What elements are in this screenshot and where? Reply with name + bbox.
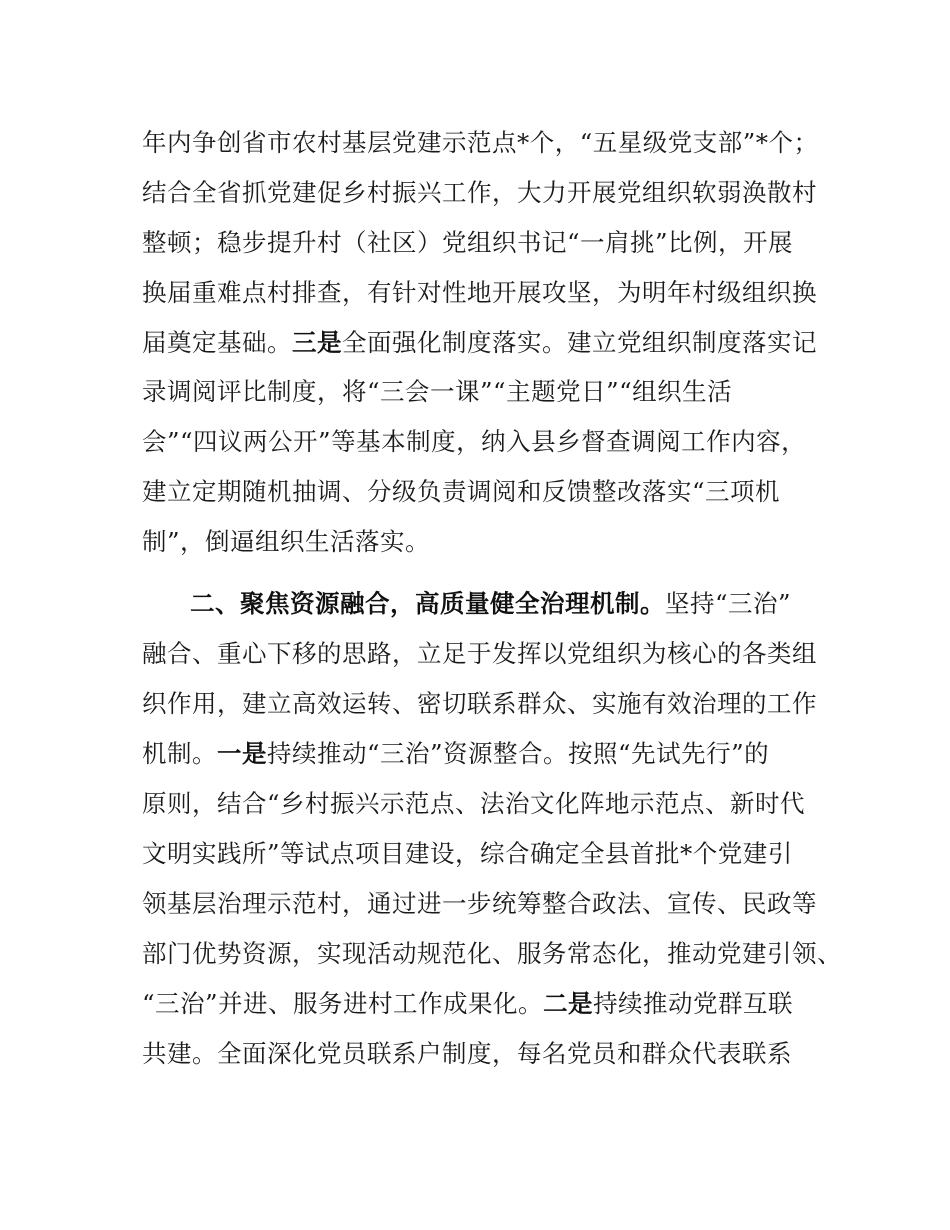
text-line (142, 527, 430, 557)
text-line (142, 228, 793, 258)
text-run: 年内争创省市农村基层党建示范点*个，“五星级党支部”*个； (142, 128, 819, 157)
text-run: 文明实践所”等试点项目建设，综合确定全县首批*个党建引 (142, 839, 793, 868)
bold-run: 二、聚焦资源融合，高质量健全治理机制。 (190, 589, 665, 618)
bold-run: 二是 (543, 989, 594, 1018)
text-line (142, 178, 817, 208)
text-line (142, 1039, 792, 1069)
text-line (142, 278, 817, 308)
text-line (142, 377, 732, 407)
text-line (142, 328, 817, 358)
text-run: 部门优势资源，实现活动规范化、服务常态化，推动党建引领、 (142, 939, 842, 968)
text-line (142, 839, 793, 869)
text-run: 换届重难点村排查，有针对性地开展攻坚，为明年村级组织换 (142, 278, 817, 307)
text-run: 全面强化制度落实。建立党组织制度落实记 (342, 328, 817, 357)
text-run: 录调阅评比制度，将“三会一课”“主题党日”“组织生活 (142, 377, 733, 406)
text-run: 织作用，建立高效运转、密切联系群众、实施有效治理的工作 (142, 689, 817, 718)
bold-run: 三是 (292, 328, 342, 357)
text-run: 领基层治理示范村，通过进一步统筹整合政法、宣传、民政等 (142, 889, 817, 918)
bold-run: 一是 (217, 739, 267, 768)
text-line (142, 889, 817, 919)
text-run: 持续推动“三治”资源整合。按照“先试先行”的 (267, 739, 770, 768)
text-run: 制”，倒逼组织生活落实。 (142, 527, 431, 556)
text-line (142, 689, 817, 719)
text-run: 建立定期随机抽调、分级负责调阅和反馈整改落实“三项机 (142, 477, 781, 506)
text-line (142, 739, 769, 769)
section-heading-line (190, 589, 791, 619)
text-run: 融合、重心下移的思路，立足于发挥以党组织为核心的各类组 (142, 639, 817, 668)
text-line (142, 128, 819, 158)
text-line (142, 939, 842, 969)
text-line (142, 427, 806, 457)
text-line (142, 639, 817, 669)
text-line (142, 477, 780, 507)
text-line (142, 989, 793, 1019)
text-run: 原则，结合“乡村振兴示范点、法治文化阵地示范点、新时代 (142, 789, 806, 818)
text-run: 持续推动党群互联 (593, 989, 794, 1018)
text-run: 机制。 (142, 739, 217, 768)
text-run: 坚持“三治” (665, 589, 792, 618)
text-run: 届奠定基础。 (142, 328, 292, 357)
text-run: “三治”并进、服务进村工作成果化。 (142, 989, 544, 1018)
text-line (142, 789, 805, 819)
text-run: 结合全省抓党建促乡村振兴工作，大力开展党组织软弱涣散村 (142, 178, 817, 207)
text-run: 整顿；稳步提升村（社区）党组织书记“一肩挑”比例，开展 (142, 228, 794, 257)
text-run: 共建。全面深化党员联系户制度，每名党员和群众代表联系 (142, 1039, 792, 1068)
text-run: 会”“四议两公开”等基本制度，纳入县乡督查调阅工作内容， (142, 427, 807, 456)
